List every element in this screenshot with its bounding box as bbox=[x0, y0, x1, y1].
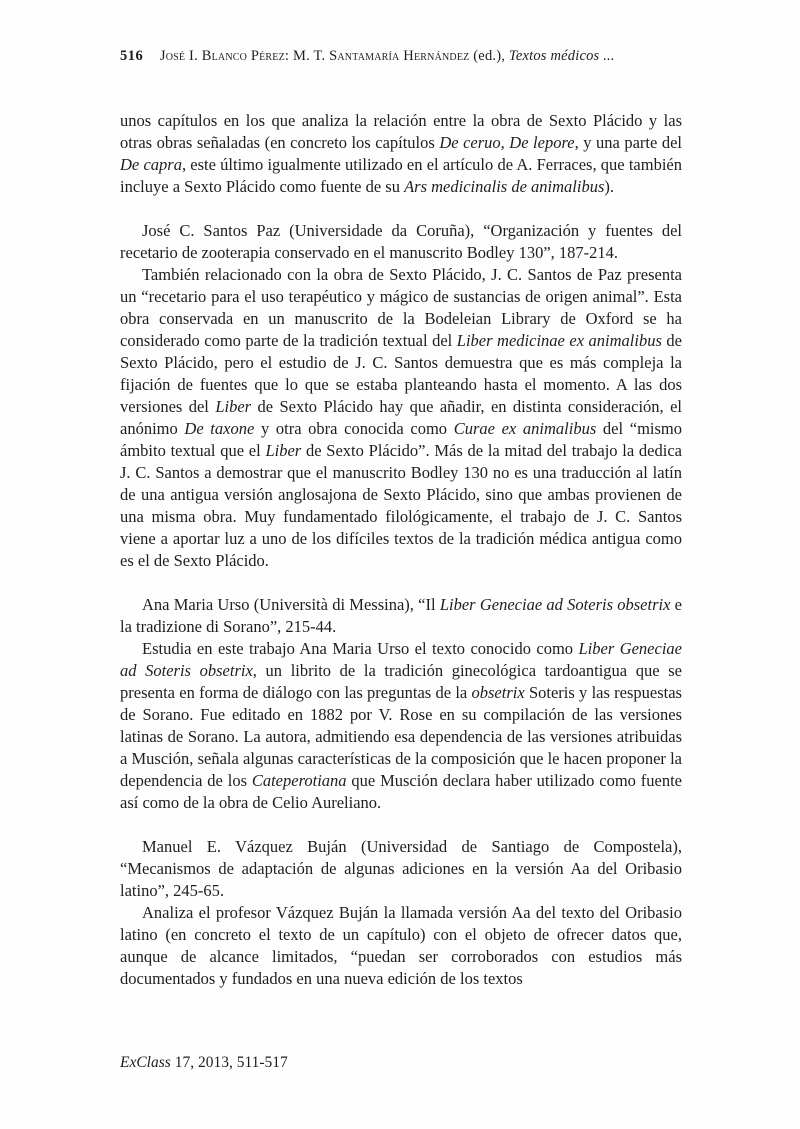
smallcaps-text-run: José I. Blanco Pérez bbox=[159, 48, 285, 64]
italic-text-run: obsetrix bbox=[471, 683, 525, 702]
paragraph bbox=[120, 836, 682, 902]
paragraph bbox=[120, 110, 682, 198]
text-run: También relacionado con la obra de Sexto Plácido, J. C. Santos de Paz presenta un “recetario para el uso terapéutico y mágico de sustancias de origen animal”. Esta obra conservada en un manuscrito de la Bodeleian Library de Oxford se ha considerado como parte de la tradición textual del bbox=[120, 265, 682, 350]
text-run: José C. Santos Paz (Universidade da Coruña), “Organización y fuentes del recetario de zooterapia conservado en el manuscrito Bodley 130”, 187-214. bbox=[120, 221, 682, 262]
italic-text-run: Liber medicinae ex animalibus bbox=[456, 331, 662, 350]
italic-text-run: Ars medicinalis de animalibus bbox=[404, 177, 605, 196]
paragraph bbox=[120, 902, 682, 990]
page-number: 516 bbox=[120, 48, 144, 64]
text-run: : bbox=[284, 48, 293, 64]
italic-text-run: Liber bbox=[265, 441, 302, 460]
italic-text-run: De capra bbox=[120, 155, 182, 174]
page-footer bbox=[120, 1053, 288, 1073]
italic-text-run: Liber Geneciae ad Soteris obsetrix bbox=[439, 595, 671, 614]
page-header bbox=[120, 47, 682, 65]
text-run: Analiza el profesor Vázquez Buján la llamada versión Aa del texto del Oribasio latino (en concreto el texto de un capítulo) con el objeto de ofrecer datos que, aunque de alcance limitados, “puedan ser corroborados con estudios más documentados y fundados en una nueva edición de los textos bbox=[120, 903, 682, 988]
text-run: unos capítulos en los que analiza la relación entre la obra de Sexto Plácido y las otras obras señaladas (en concreto los capítulos bbox=[120, 111, 682, 152]
text-run: que Musción declara haber utilizado como fuente así como de la obra de Celio Aureliano. bbox=[120, 771, 682, 812]
text-run: Soteris y las respuestas de Sorano. Fue editado en 1882 por V. Rose en su compilación de las versiones latinas de Sorano. La autora, admitiendo esa dependencia de las versiones atribuidas a Musción, señala algunas características de la composición que le hacen proponer la dependencia de los bbox=[120, 683, 682, 790]
smallcaps-text-run: M. T. Santamaría Hernández bbox=[292, 48, 470, 64]
text-run: Estudia en este trabajo Ana Maria Urso el texto conocido como bbox=[142, 639, 579, 658]
text-run: , un librito de la tradición ginecológica tardoantigua que se presenta en forma de diálogo con las preguntas de la bbox=[120, 661, 682, 702]
running-title bbox=[160, 48, 615, 64]
text-run: y otra obra conocida como bbox=[254, 419, 454, 438]
italic-text-run: Cateperotiana bbox=[251, 771, 347, 790]
review-body bbox=[120, 110, 682, 990]
italic-text-run: Textos médicos ... bbox=[508, 48, 615, 64]
italic-text-run: Curae ex animalibus bbox=[453, 419, 597, 438]
text-run: del “mismo ámbito textual que el bbox=[120, 419, 682, 460]
text-run: Manuel E. Vázquez Buján (Universidad de Santiago de Compostela), “Mecanismos de adaptación de algunas adiciones en la versión Aa del Oribasio latino”, 245-65. bbox=[120, 837, 682, 900]
paragraph bbox=[120, 264, 682, 572]
italic-text-run: Liber bbox=[215, 397, 252, 416]
paragraph bbox=[120, 638, 682, 814]
text-run: (ed.), bbox=[469, 48, 509, 64]
text-run: , este último igualmente utilizado en el artículo de A. Ferraces, que también incluye a Sexto Plácido como fuente de su bbox=[120, 155, 682, 196]
italic-text-run: De taxone bbox=[184, 419, 255, 438]
text-run: de Sexto Plácido”. Más de la mitad del trabajo la dedica J. C. Santos a demostrar que el manuscrito Bodley 130 no es una traducción al latín de una antigua versión anglosajona de Sexto Plácido, sino que ambas provienen de una misma obra. Muy fundamentado filológicamente, el trabajo de J. C. Santos viene a aportar luz a uno de los difíciles textos de la tradición médica antigua como es el de Sexto Plácido. bbox=[120, 441, 682, 570]
text-run: 17, 2013, 511-517 bbox=[170, 1054, 288, 1071]
text-run: de Sexto Plácido hay que añadir, en distinta consideración, el anónimo bbox=[120, 397, 682, 438]
text-run: e la tradizione di Sorano”, 215-44. bbox=[120, 595, 683, 636]
journal-citation bbox=[120, 1054, 288, 1071]
italic-text-run: Liber Geneciae ad Soteris obsetrix bbox=[120, 639, 682, 680]
text-run: de Sexto Plácido, pero el estudio de J. C. Santos demuestra que es más compleja la fijación de fuentes que lo que se estaba planteando hasta el momento. A las dos versiones del bbox=[120, 331, 683, 416]
italic-text-run: De ceruo, De lepore bbox=[439, 133, 575, 152]
text-run: , y una parte del bbox=[574, 133, 682, 152]
text-run: ). bbox=[604, 177, 614, 196]
italic-text-run: ExClass bbox=[120, 1054, 171, 1071]
text-run: Ana Maria Urso (Università di Messina), “Il bbox=[142, 595, 440, 614]
paragraph bbox=[120, 594, 682, 638]
paragraph bbox=[120, 220, 682, 264]
